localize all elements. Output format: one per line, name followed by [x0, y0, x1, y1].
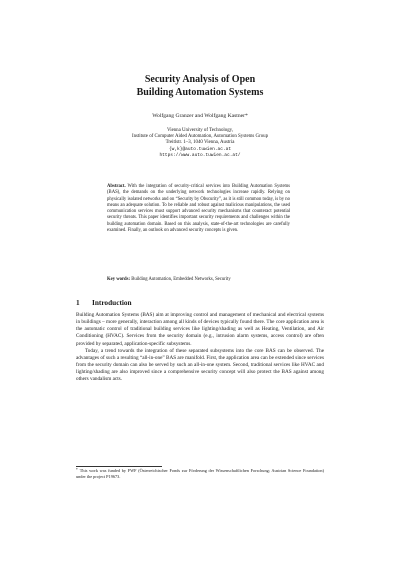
affiliation-institute: Institute of Computer Aided Automation, Automation Systems Group	[131, 134, 269, 140]
footnote-mark: *	[76, 467, 78, 472]
affiliation-address: Treitlstr. 1–3, 1040 Vienna, Austria	[165, 140, 235, 146]
section-title: Introduction	[92, 298, 132, 307]
section-number: 1	[76, 298, 80, 307]
section-heading	[76, 298, 132, 307]
section-body	[76, 312, 324, 384]
affiliation-block	[60, 128, 340, 159]
paper-title	[60, 74, 340, 99]
footnote	[76, 468, 324, 480]
paragraph: Building Automation Systems (BAS) aim at improving control and management of mechanical and electrical systems in buildings – more generally, interaction among all kinds of devices typically found there. The core application area is the automatic control of traditional building services like lighting/shading as well as Heating, Ventilation, and Air Conditioning (HVAC). Services from the security domain (e.g., intrusion alarm systems, access control) are often provided by separated, application-specific subsystems.	[76, 312, 324, 347]
footnote-rule	[76, 466, 162, 467]
title-line-1: Security Analysis of Open	[144, 74, 256, 85]
affiliation-url: https://www.auto.tuwien.ac.at/	[159, 152, 241, 158]
affiliation-university: Vienna University of Technology,	[166, 128, 234, 133]
author-list: Wolfgang Granzer and Wolfgang Kastner*	[152, 113, 248, 119]
title-line-2: Building Automation Systems	[136, 86, 264, 98]
footnote-text: This work was funded by FWF (Österreichischer Fonds zur Förderung der Wissenschaftlichen Forschung; Austrian Science Foundation) under the project P19673.	[76, 468, 324, 479]
affiliation-email: {w,k}@auto.tuwien.ac.at	[168, 146, 232, 152]
paragraph: Today, a trend towards the integration of these separated subsystems into the core BAS can be observed. The advantages of such a resulting “all-in-one” BAS are manifold. First, the application area can be extended since services from the security domain can also be served by such an all-in-one system. Second, traditional services like HVAC and lighting/shading are also improved since a comprehensive security concept will also protect the BAS against among others vandalism acts.	[76, 347, 324, 383]
keywords-text: Building Automation, Embedded Networks, Security	[131, 277, 231, 282]
abstract-label: Abstract.	[107, 184, 126, 189]
abstract	[107, 184, 290, 234]
abstract-text: With the integration of security-critical services into Building Automation Systems (BAS), the demands on the underlying network technologies increase rapidly. Relying on physically isolated networks and on “Security by Obscurity”, as it is still common today, is by no means an adequate solution. To be reliable and robust against malicious manipulations, the used communication services must support advanced security mechanisms that counteract potential security threats. This paper identifies important security requirements and challenges within the building automation domain. Based on this analysis, state-of-the-art technologies are carefully examined. Finally, an outlook on advanced security concepts is given.	[107, 184, 290, 234]
keywords-label: Key words:	[107, 277, 131, 282]
keywords	[107, 277, 290, 283]
